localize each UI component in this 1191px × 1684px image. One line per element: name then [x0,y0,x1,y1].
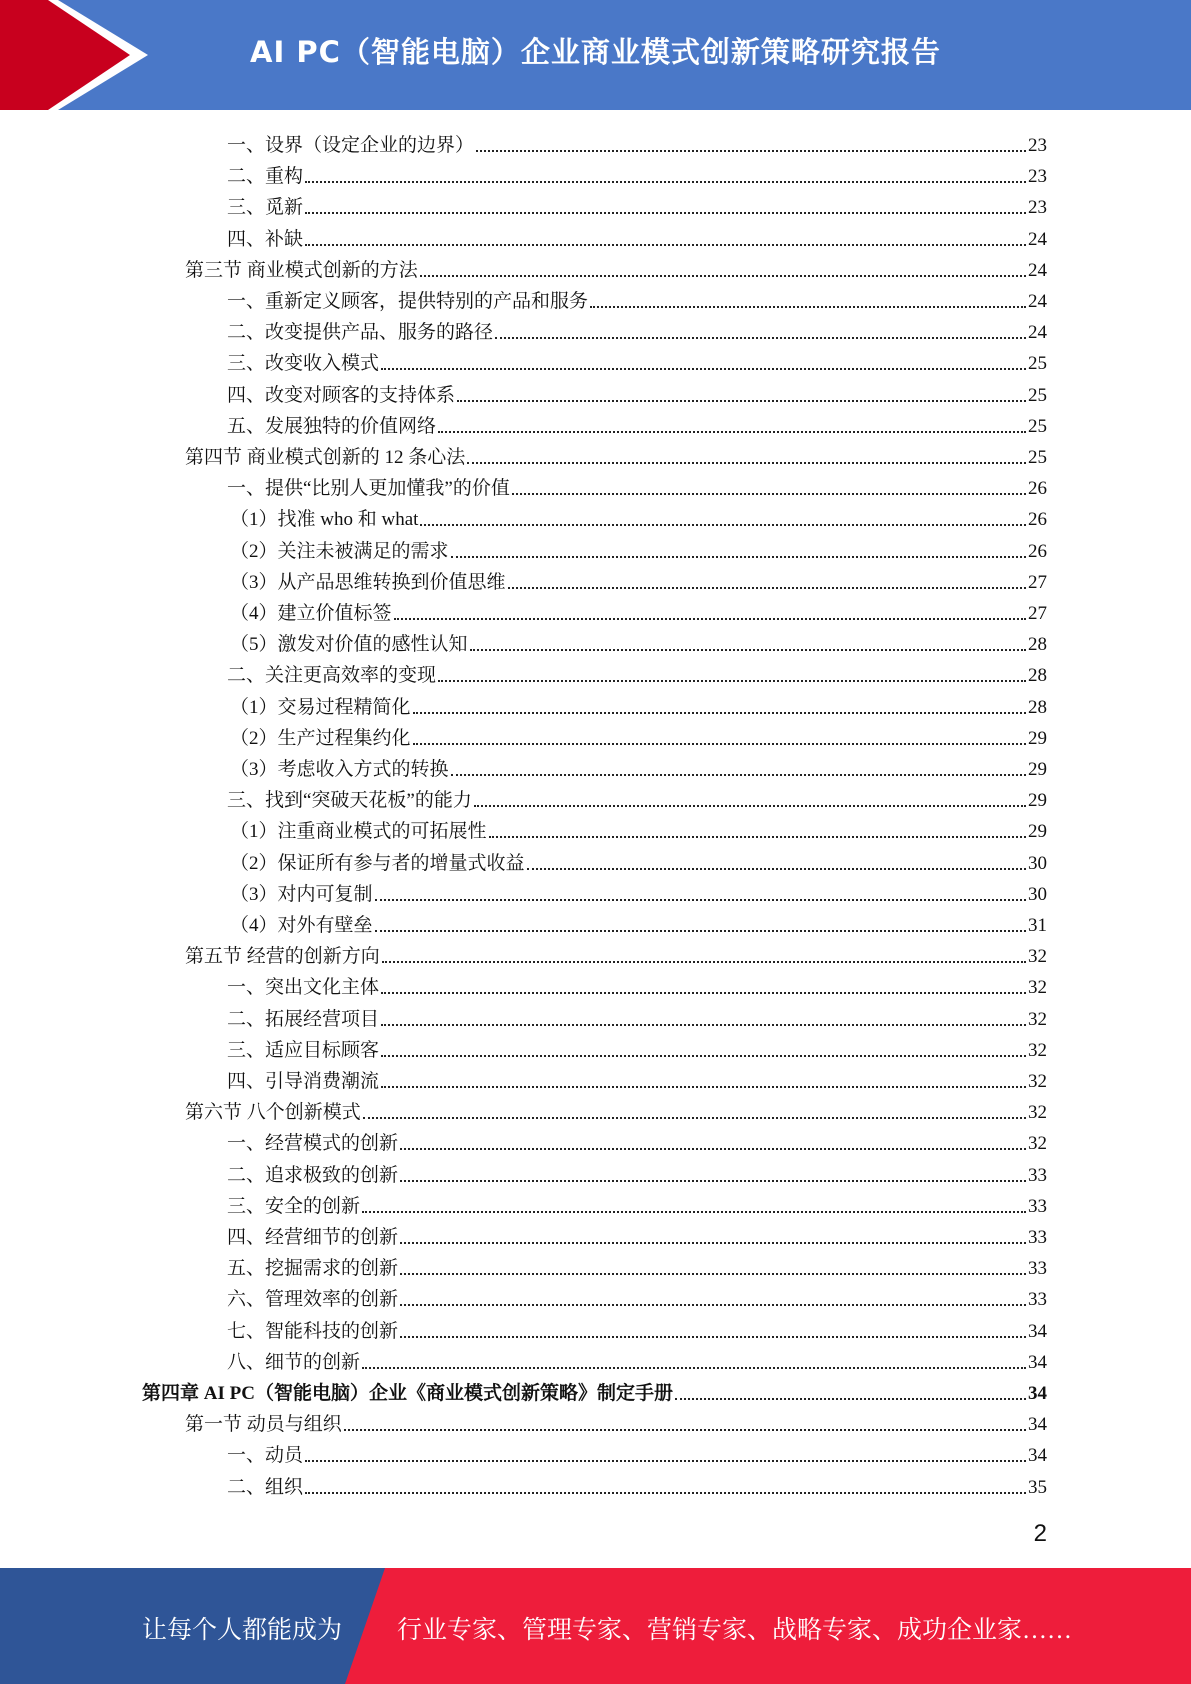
toc-entry-page: 30 [1028,883,1047,905]
toc-entry-label: 第一节 动员与组织 [185,1414,342,1436]
toc-entry-page: 29 [1028,727,1047,749]
toc-entry-page: 33 [1028,1195,1047,1217]
toc-entry-page: 31 [1028,915,1047,936]
toc-entry-page: 26 [1028,509,1047,531]
toc-entry[interactable] [230,876,1047,907]
toc-entry-label: 一、突出文化主体 [227,977,380,999]
toc-entry-label: 二、追求极致的创新 [227,1164,399,1186]
toc-leader-dots [400,1180,1026,1182]
toc-entry-label: 一、提供“比别人更加懂我”的价值 [227,478,510,500]
toc-entry-page: 32 [1028,1102,1047,1124]
toc-entry-page: 26 [1028,540,1047,562]
chevron-arrow-icon [0,0,160,110]
toc-entry[interactable] [227,1219,1047,1250]
toc-entry-label: 五、挖掘需求的创新 [227,1258,399,1280]
toc-leader-dots [400,1304,1026,1306]
toc-entry-page: 26 [1028,478,1047,500]
toc-leader-dots [305,212,1026,214]
toc-entry-label: （1）注重商业模式的可拓展性 [230,821,487,843]
toc-entry[interactable] [227,1250,1047,1281]
toc-entry-label: 二、拓展经营项目 [227,1008,380,1030]
toc-entry-label: 二、关注更高效率的变现 [227,665,437,687]
toc-entry[interactable] [227,1157,1047,1188]
toc-entry[interactable] [227,1469,1047,1500]
toc-leader-dots [381,1024,1026,1026]
toc-entry[interactable] [230,626,1047,657]
page-number: 2 [1033,1520,1047,1547]
toc-entry-page: 34 [1028,1414,1047,1436]
toc-leader-dots [305,1492,1026,1494]
toc-entry-page: 33 [1028,1164,1047,1186]
toc-entry-label: 三、改变收入模式 [227,353,380,375]
toc-leader-dots [508,587,1026,589]
toc-entry[interactable] [227,470,1047,501]
toc-entry-label: 三、适应目标顾客 [227,1039,380,1061]
page-footer [0,1568,1191,1684]
report-title: AI PC（智能电脑）企业商业模式创新策略研究报告 [250,35,941,69]
toc-leader-dots [363,1117,1026,1119]
toc-leader-dots [381,368,1026,370]
toc-entry-label: 六、管理效率的创新 [227,1289,399,1311]
toc-leader-dots [344,1429,1026,1431]
toc-leader-dots [495,337,1026,339]
toc-entry-label: （5）激发对价值的感性认知 [230,634,468,656]
toc-entry[interactable] [230,564,1047,595]
toc-leader-dots [362,1367,1026,1369]
toc-leader-dots [675,1398,1026,1400]
toc-entry[interactable] [227,1125,1047,1156]
toc-leader-dots [305,181,1026,183]
toc-entry[interactable] [227,377,1047,408]
toc-entry-label: 三、安全的创新 [227,1195,361,1217]
toc-entry-label: （3）从产品思维转换到价值思维 [230,571,506,593]
toc-entry[interactable] [227,1001,1047,1032]
toc-entry-page: 23 [1028,135,1047,156]
toc-entry-page: 29 [1028,821,1047,843]
toc-leader-dots [489,836,1026,838]
toc-entry-page: 30 [1028,852,1047,874]
toc-leader-dots [400,1336,1026,1338]
toc-leader-dots [375,899,1026,901]
toc-entry-label: 一、经营模式的创新 [227,1133,399,1155]
toc-entry[interactable] [227,1313,1047,1344]
toc-entry-page: 27 [1028,571,1047,593]
toc-entry-label: 第五节 经营的创新方向 [185,946,380,968]
toc-entry[interactable] [227,1281,1047,1312]
toc-entry[interactable] [185,1406,1047,1437]
toc-leader-dots [400,1148,1026,1150]
toc-entry-page: 32 [1028,946,1047,968]
toc-entry-page: 34 [1028,1351,1047,1373]
toc-entry-page: 35 [1028,1476,1047,1498]
toc-entry[interactable] [230,720,1047,751]
toc-entry-label: 四、引导消费潮流 [227,1071,380,1092]
toc-entry-label: 一、重新定义顾客，提供特别的产品和服务 [227,291,589,312]
toc-entry-label: （1）找准 who 和 what [230,509,419,531]
toc-leader-dots [590,306,1026,308]
toc-entry-label: （3）考虑收入方式的转换 [230,759,449,780]
toc-entry-page: 32 [1028,977,1047,999]
toc-leader-dots [457,400,1026,402]
toc-entry-page: 23 [1028,166,1047,188]
toc-leader-dots [413,712,1026,714]
toc-entry[interactable] [227,221,1047,252]
toc-entry[interactable] [227,1188,1047,1219]
toc-entry[interactable] [227,1032,1047,1063]
toc-entry[interactable] [185,1094,1047,1125]
toc-entry[interactable] [227,158,1047,189]
toc-entry-page: 24 [1028,259,1047,281]
toc-entry-label: 四、改变对顾客的支持体系 [227,384,456,406]
toc-entry[interactable] [185,938,1047,969]
toc-leader-dots [394,618,1026,620]
toc-entry[interactable] [230,595,1047,626]
toc-entry-label: 一、设界（设定企业的边界） [227,135,475,156]
toc-entry-label: 二、重构 [227,166,304,188]
toc-entry[interactable] [142,1375,1047,1406]
toc-entry[interactable] [227,1063,1047,1094]
toc-entry-label: 第六节 八个创新模式 [185,1102,361,1124]
toc-entry-label: 四、经营细节的创新 [227,1227,399,1248]
toc-entry[interactable] [227,314,1047,345]
toc-entry-page: 23 [1028,197,1047,219]
toc-entry-page: 33 [1028,1289,1047,1311]
toc-entry-page: 34 [1028,1445,1047,1467]
toc-entry-page: 33 [1028,1258,1047,1280]
toc-entry-label: （3）对内可复制 [230,883,373,905]
toc-entry[interactable] [185,439,1047,470]
toc-entry[interactable] [230,689,1047,720]
toc-entry-page: 25 [1028,353,1047,375]
toc-leader-dots [382,961,1026,963]
toc-leader-dots [451,774,1026,776]
toc-entry-page: 24 [1028,291,1047,312]
toc-entry-page: 32 [1028,1071,1047,1092]
toc-entry-label: 八、细节的创新 [227,1351,361,1373]
toc-entry[interactable] [230,501,1047,532]
toc-entry[interactable] [185,252,1047,283]
toc-leader-dots [512,493,1026,495]
toc-entry[interactable] [227,189,1047,220]
toc-entry-page: 25 [1028,384,1047,406]
toc-entry-label: 五、发展独特的价值网络 [227,415,437,437]
toc-entry-page: 28 [1028,634,1047,656]
toc-entry-label: （2）关注未被满足的需求 [230,540,449,562]
toc-entry-label: 一、动员 [227,1445,304,1467]
toc-leader-dots [420,275,1026,277]
toc-leader-dots [420,524,1026,526]
toc-entry-page: 34 [1028,1383,1047,1404]
toc-entry[interactable] [227,283,1047,314]
toc-leader-dots [474,805,1026,807]
toc-entry[interactable] [227,1344,1047,1375]
toc-entry-page: 32 [1028,1008,1047,1030]
toc-entry[interactable] [227,345,1047,376]
toc-entry[interactable] [230,845,1047,876]
toc-leader-dots [451,556,1026,558]
toc-leader-dots [381,992,1026,994]
toc-entry-page: 28 [1028,665,1047,687]
toc-leader-dots [470,649,1026,651]
toc-leader-dots [413,743,1026,745]
toc-entry-label: 三、觅新 [227,197,304,219]
toc-entry-page: 27 [1028,603,1047,624]
toc-leader-dots [305,244,1026,246]
toc-entry[interactable] [227,408,1047,439]
toc-leader-dots [400,1273,1026,1275]
toc-leader-dots [400,1242,1026,1244]
toc-entry-label: 二、改变提供产品、服务的路径 [227,322,494,344]
toc-entry[interactable] [230,533,1047,564]
toc-entry-page: 28 [1028,696,1047,718]
toc-leader-dots [467,462,1026,464]
toc-leader-dots [527,868,1026,870]
toc-leader-dots [381,1055,1026,1057]
toc-leader-dots [476,150,1026,152]
toc-entry-label: 三、找到“突破天花板”的能力 [227,790,472,812]
toc-leader-dots [362,1211,1026,1213]
footer-slogan-right: 行业专家、管理专家、营销专家、战略专家、成功企业家…… [397,1617,1073,1644]
toc-entry[interactable] [227,782,1047,813]
toc-entry-page: 33 [1028,1227,1047,1248]
toc-leader-dots [381,1086,1026,1088]
toc-entry-page: 29 [1028,759,1047,780]
toc-entry-page: 29 [1028,790,1047,812]
toc-entry[interactable] [230,907,1047,938]
toc-entry[interactable] [230,813,1047,844]
toc-entry-label: 四、补缺 [227,228,304,250]
toc-entry[interactable] [227,657,1047,688]
toc-entry-label: 七、智能科技的创新 [227,1320,399,1342]
toc-entry[interactable] [227,969,1047,1000]
toc-entry-label: 第四章 AI PC（智能电脑）企业《商业模式创新策略》制定手册 [142,1383,673,1404]
toc-entry[interactable] [227,1437,1047,1468]
toc-entry-page: 34 [1028,1320,1047,1342]
footer-slogan-left: 让每个人都能成为 [142,1617,343,1644]
toc-entry-label: 第三节 商业模式创新的方法 [185,259,418,281]
toc-leader-dots [438,431,1026,433]
toc-entry-label: （2）保证所有参与者的增量式收益 [230,852,525,874]
toc-entry-page: 24 [1028,228,1047,250]
page-header [0,0,1191,110]
toc-entry-label: （4）建立价值标签 [230,603,392,624]
toc-entry-label: （4）对外有壁垒 [230,915,373,936]
toc-entry[interactable] [230,751,1047,782]
toc-leader-dots [438,680,1026,682]
toc-entry-page: 24 [1028,322,1047,344]
toc-entry-label: 第四节 商业模式创新的 12 条心法 [185,447,466,468]
toc-entry-page: 25 [1028,415,1047,437]
toc-leader-dots [375,930,1026,932]
toc-entry-page: 25 [1028,447,1047,468]
toc-entry-label: （1）交易过程精简化 [230,696,411,718]
toc-entry-page: 32 [1028,1039,1047,1061]
toc-entry[interactable] [227,127,1047,158]
toc-leader-dots [305,1460,1026,1462]
toc-entry-label: 二、组织 [227,1476,304,1498]
toc-entry-label: （2）生产过程集约化 [230,727,411,749]
toc-entry-page: 32 [1028,1133,1047,1155]
